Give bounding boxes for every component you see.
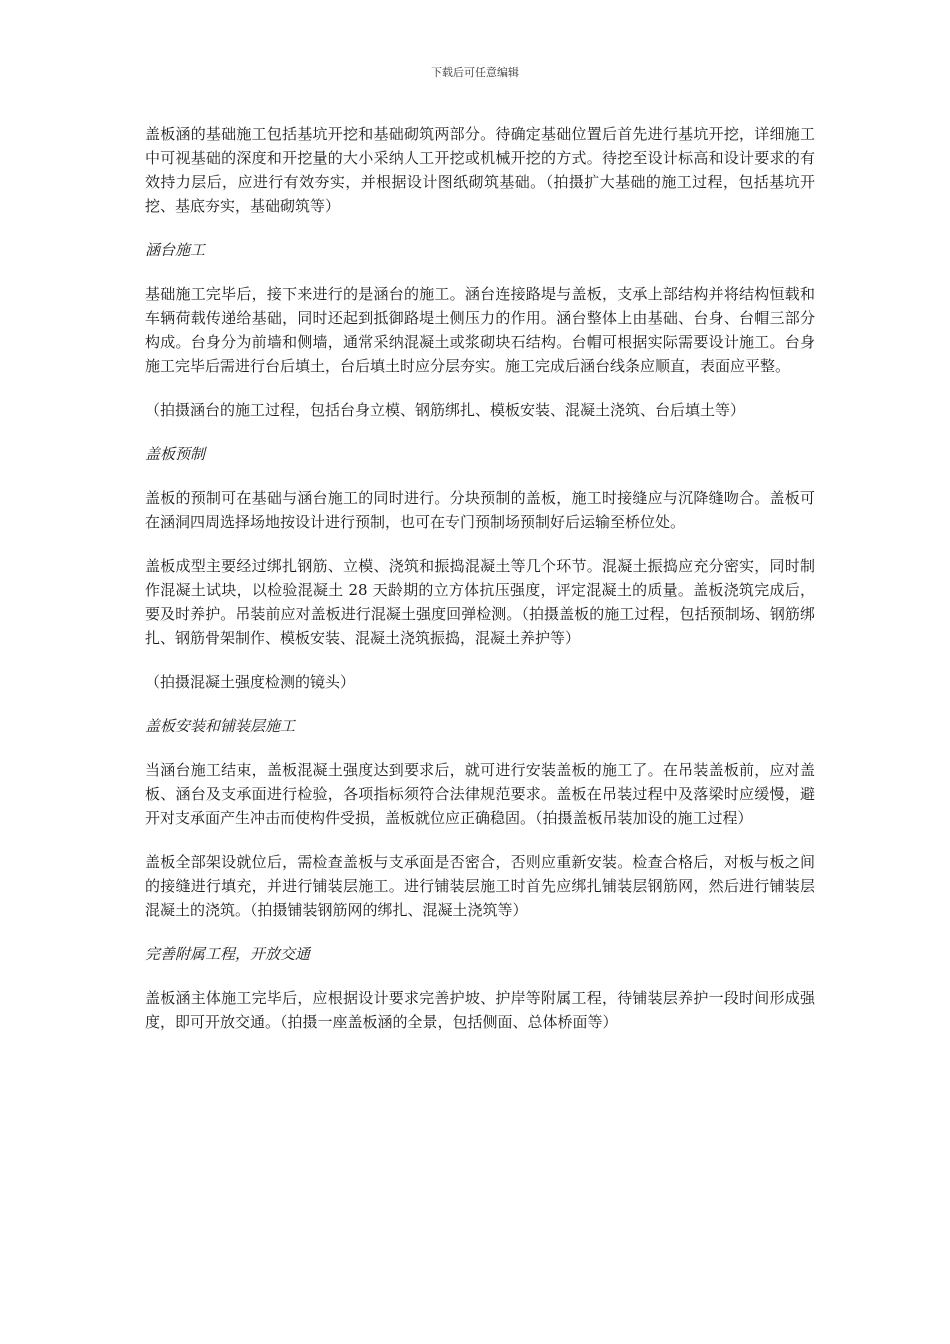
paragraph-pavement-layer: 盖板全部架设就位后，需检查盖板与支承面是否密合，否则应重新安装。检查合格后，对板与板之间的接缝进行填充，并进行铺装层施工。进行铺装层施工时首先应绑扎铺装层钢筋网，然后进行铺装层混凝土的浇筑。（拍摄铺装钢筋网的绑扎、混凝土浇筑等）	[145, 853, 815, 919]
section-heading-slab-install: 盖板安装和铺装层施工	[145, 717, 296, 735]
paragraph-slab-precast: 盖板的预制可在基础与涵台施工的同时进行。分块预制的盖板，施工时接缝应与沉降缝吻合。盖板可在涵洞四周选择场地按设计进行预制，也可在专门预制场预制好后运输至桥位处。	[145, 489, 815, 531]
paragraph-strength-test-note: （拍摄混凝土强度检测的镜头）	[145, 673, 356, 691]
paragraph-slab-install: 当涵台施工结束，盖板混凝土强度达到要求后，就可进行安装盖板的施工了。在吊装盖板前，应对盖板、涵台及支承面进行检验，各项指标须符合法律规范要求。盖板在吊装过程中及落梁时应缓慢，避开对支承面产生冲击而使构件受损，盖板就位应正确稳固。（拍摄盖板吊装加设的施工过程）	[145, 761, 815, 827]
paragraph-slab-forming: 盖板成型主要经过绑扎钢筋、立模、浇筑和振捣混凝土等几个环节。混凝土振捣应充分密实，同时制作混凝土试块，以检验混凝土 28 天龄期的立方体抗压强度，评定混凝土的质量。盖板浇筑完成后，要及时养护。吊装前应对盖板进行混凝土强度回弹检测。（拍摄盖板的施工过程，包括预制场、钢筋绑扎、钢筋骨架制作、模板安装、混凝土浇筑振捣，混凝土养护等）	[145, 557, 815, 647]
document-body	[145, 122, 815, 1054]
page-header: 下载后可任意编辑	[431, 66, 519, 79]
section-heading-abutment: 涵台施工	[145, 241, 206, 259]
paragraph-abutment-shoot-note: （拍摄涵台的施工过程，包括台身立模、钢筋绑扎、模板安装、混凝土浇筑、台后填土等）	[145, 401, 746, 419]
section-heading-slab-precast: 盖板预制	[145, 445, 206, 463]
paragraph-foundation: 盖板涵的基础施工包括基坑开挖和基础砌筑两部分。待确定基础位置后首先进行基坑开挖，详细施工中可视基础的深度和开挖量的大小采纳人工开挖或机械开挖的方式。待挖至设计标高和设计要求的有效持力层后，应进行有效夯实，并根据设计图纸砌筑基础。（拍摄扩大基础的施工过程，包括基坑开挖、基底夯实，基础砌筑等）	[145, 125, 815, 215]
paragraph-open-traffic: 盖板涵主体施工完毕后，应根据设计要求完善护坡、护岸等附属工程，待铺装层养护一段时间形成强度，即可开放交通。（拍摄一座盖板涵的全景，包括侧面、总体桥面等）	[145, 989, 815, 1031]
paragraph-abutment: 基础施工完毕后，接下来进行的是涵台的施工。涵台连接路堤与盖板，支承上部结构并将结构恒载和车辆荷载传递给基础，同时还起到抵御路堤土侧压力的作用。涵台整体上由基础、台身、台帽三部分构成。台身分为前墙和侧墙，通常采纳混凝土或浆砌块石结构。台帽可根据实际需要设计施工。台身施工完毕后需进行台后填土，台后填土时应分层夯实。施工完成后涵台线条应顺直，表面应平整。	[145, 285, 815, 375]
section-heading-open-traffic: 完善附属工程，开放交通	[145, 945, 311, 963]
